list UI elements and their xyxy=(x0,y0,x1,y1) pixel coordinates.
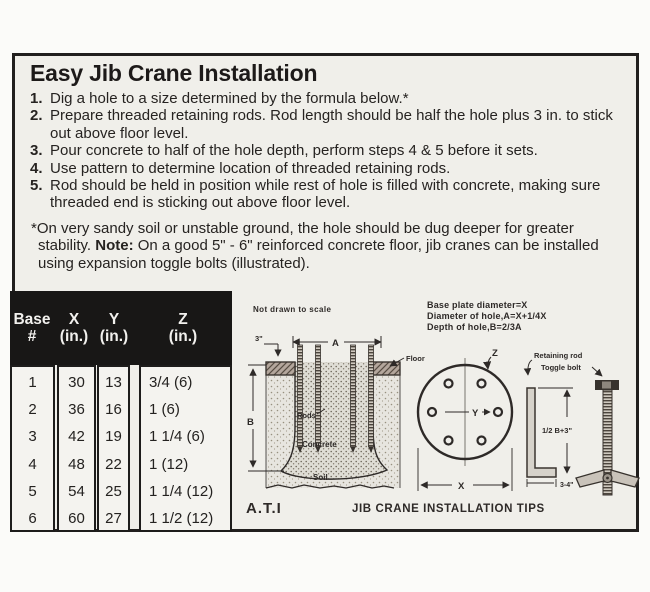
dim-x-label: X xyxy=(458,481,465,492)
step-text: Use pattern to determine location of threaded retaining rods. xyxy=(50,159,451,177)
page-title: Easy Jib Crane Installation xyxy=(30,60,318,86)
table-cell: 36 xyxy=(68,401,85,419)
retaining-rod-label: Retaining rod xyxy=(534,351,583,360)
column-header-base: Base # xyxy=(13,311,51,345)
step-item-4 xyxy=(30,160,624,177)
table-body xyxy=(10,365,232,532)
table-cell: 42 xyxy=(68,428,85,446)
table-cell: 5 xyxy=(28,482,37,500)
table-cell: 1 xyxy=(28,374,37,391)
table-cell: 1 1/2 (12) xyxy=(149,509,214,527)
column-z xyxy=(139,365,232,532)
formula-hole-depth: Depth of hole,B=2/3A xyxy=(427,322,522,332)
dim-3in-lines xyxy=(264,344,278,356)
table-cell: 22 xyxy=(105,455,122,473)
floor-slab-right xyxy=(373,362,400,375)
table-cell: 13 xyxy=(105,374,122,391)
formula-hole-diameter: Diameter of hole,A=X+1/4X xyxy=(427,311,547,321)
not-to-scale-label: Not drawn to scale xyxy=(253,305,332,314)
table-cell: 60 xyxy=(68,509,85,527)
footnote-text-post: On a good 5" - 6" reinforced concrete floor, jib cranes can be installed using expansion toggle bolts (illustrated). xyxy=(38,237,599,272)
table-cell: 25 xyxy=(105,482,122,500)
jib-crane-tips-caption: JIB CRANE INSTALLATION TIPS xyxy=(352,503,545,515)
toggle-bolt-leader xyxy=(592,367,602,376)
step-number: 1. xyxy=(30,90,43,107)
step-number: 3. xyxy=(30,142,43,160)
dim-y-label: Y xyxy=(472,408,479,419)
installation-diagrams xyxy=(240,295,645,523)
column-header-z: Z (in.) xyxy=(168,311,198,345)
toggle-bolt-diagram xyxy=(527,351,639,495)
soil-label: Soil xyxy=(313,473,328,482)
steps-list xyxy=(30,90,624,212)
floor-label: Floor xyxy=(406,354,425,363)
step-text: Rod should be held in position while rest of hole is filled with concrete, making sure threaded end is sticking out above floor level. xyxy=(50,177,601,212)
base-dimensions-table xyxy=(10,291,232,532)
toggle-wing-right xyxy=(611,470,639,487)
step-item-5 xyxy=(30,177,624,212)
step-text: Dig a hole to a size determined by the formula below.* xyxy=(50,90,409,107)
table-cell: 3/4 (6) xyxy=(149,374,193,391)
step-number: 4. xyxy=(30,159,43,177)
dim-3in-label: 3" xyxy=(255,334,263,343)
table-cell: 1 1/4 (12) xyxy=(149,482,214,500)
table-cell: 3 xyxy=(28,428,37,446)
table-cell: 1 (6) xyxy=(149,401,180,419)
table-cell: 4 xyxy=(28,455,37,473)
toggle-pivot-pin xyxy=(606,477,609,480)
dim-z-label: Z xyxy=(492,348,498,359)
toggle-wing-left xyxy=(576,470,604,487)
table-cell: 48 xyxy=(68,455,85,473)
dim-halfb-label: 1/2 B+3" xyxy=(542,426,573,435)
formula-base-plate: Base plate diameter=X xyxy=(427,300,528,310)
footnote-note-label: Note: xyxy=(95,237,134,255)
table-cell: 16 xyxy=(105,401,122,419)
column-header-x: X (in.) xyxy=(59,311,89,345)
dim-34-lines xyxy=(527,479,556,487)
rods-label: Rods xyxy=(297,411,316,420)
dim-b-label: B xyxy=(247,417,254,428)
step-item-3 xyxy=(30,142,624,159)
step-item-2 xyxy=(30,107,624,142)
dim-34-label: 3-4" xyxy=(560,482,574,489)
floor-slab-left xyxy=(266,362,295,375)
ati-logo-text: A.T.I xyxy=(246,500,282,517)
bolt-nut-face xyxy=(602,382,611,389)
footnote-text-pre: *On very sandy soil or unstable ground, the hole should be dug deeper for greater stability. xyxy=(31,219,574,255)
table-cell: 2 xyxy=(28,401,37,419)
step-number: 2. xyxy=(30,107,43,125)
table-cell: 1 (12) xyxy=(149,455,189,473)
table-cell: 27 xyxy=(105,509,122,527)
retaining-rod-leader xyxy=(528,360,532,375)
toggle-bolt-label: Toggle bolt xyxy=(541,363,581,372)
dim-a-label: A xyxy=(332,338,339,349)
footnote xyxy=(31,220,624,272)
concrete-label: Concrete xyxy=(302,440,337,449)
column-y xyxy=(97,365,130,532)
dim-z-leader xyxy=(488,357,491,369)
table-cell: 30 xyxy=(68,374,85,391)
column-header-y: Y (in.) xyxy=(99,311,129,345)
toggle-bolt-assembly xyxy=(576,380,639,495)
table-cell: 6 xyxy=(28,509,37,527)
table-cell: 19 xyxy=(105,428,122,446)
table-cell: 1 1/4 (6) xyxy=(149,428,205,446)
step-number: 5. xyxy=(30,177,43,195)
column-x xyxy=(57,365,96,532)
hole-cross-section-diagram xyxy=(247,305,425,488)
table-cell: 54 xyxy=(68,482,85,500)
table-header xyxy=(10,291,232,365)
step-item-1 xyxy=(30,90,624,107)
column-base-number xyxy=(10,365,55,532)
step-text: Prepare threaded retaining rods. Rod length should be half the hole plus 3 in. to stick out above floor level. xyxy=(50,107,613,142)
step-text: Pour concrete to half of the hole depth, perform steps 4 & 5 before it sets. xyxy=(50,142,538,160)
